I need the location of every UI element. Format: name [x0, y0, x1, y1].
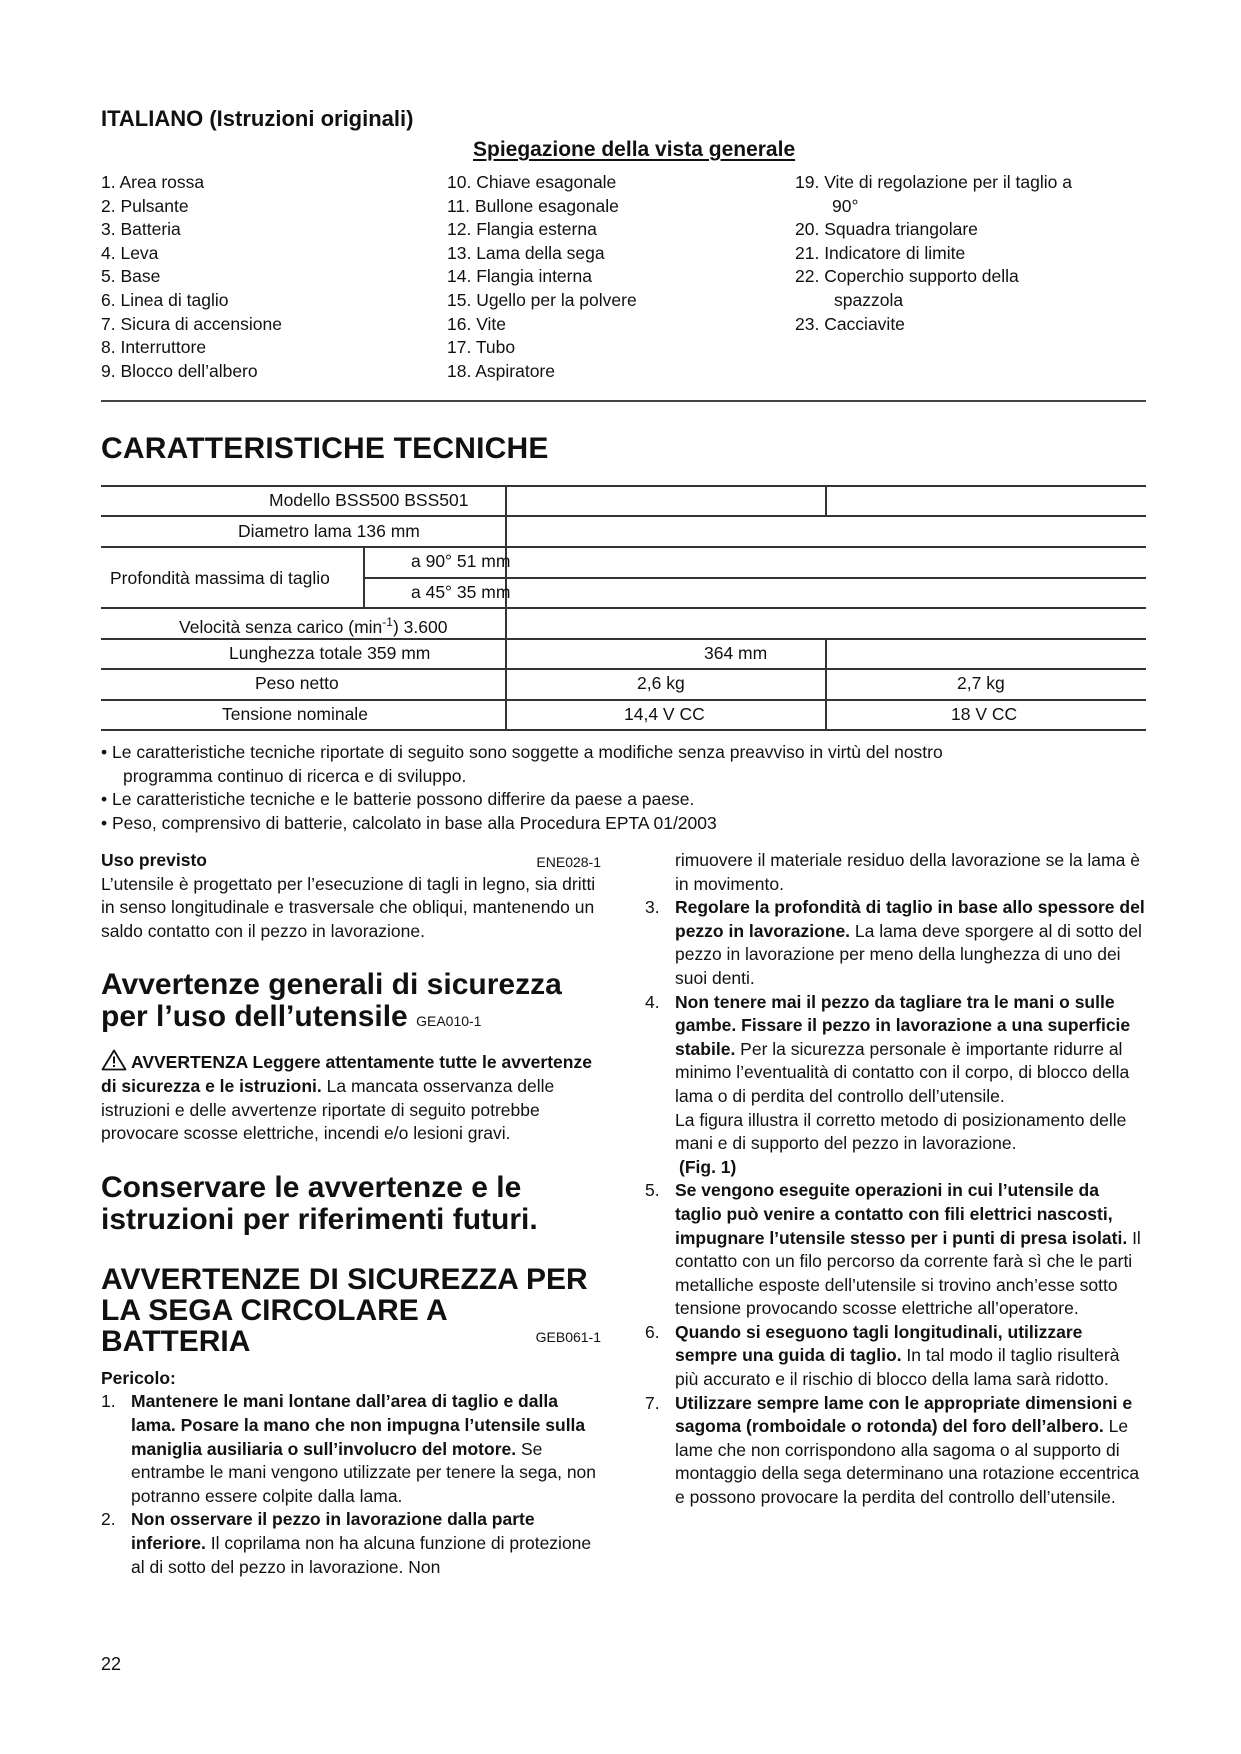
overview-item: 20. Squadra triangolare [795, 219, 978, 240]
spec-length-value: 364 mm [704, 643, 768, 663]
spec-length-label: Lunghezza totale 359 mm [229, 643, 431, 663]
spec-model: Modello BSS500 BSS501 [269, 490, 469, 510]
safety-item-4: 4. Non tenere mai il pezzo da tagliare tra le mani o sulle gambe. Fissare il pezzo in lavorazione a una superficie stabile. Per la sicurezza personale è importante ridurre al minimo l’eventualità di contatto con il corpo, di blocco della lama o di perdita del controllo dell’utensile. La figura illustra il corretto metodo di posizionamento delle mani e di supporto del pezzo in lavorazione. (Fig. 1) [645, 991, 1147, 1180]
spec-voltage-label: Tensione nominale [222, 704, 368, 724]
table-line [101, 729, 1146, 731]
table-line [101, 485, 1146, 487]
overview-item: 19. Vite di regolazione per il taglio a [795, 172, 1072, 192]
safety-item-2: 2. Non osservare il pezzo in lavorazione dalla parte inferiore. Il coprilama non ha alcuna funzione di protezione al di sotto del pezzo in lavorazione. Non [101, 1509, 592, 1577]
general-safety-title: Avvertenze generali di sicurezza per l’uso dell’utensile GEA010-1 [101, 968, 562, 1034]
overview-item: 8. Interruttore [101, 337, 207, 358]
table-line [101, 668, 1146, 670]
overview-item: 23. Cacciavite [795, 313, 905, 334]
spec-notes [101, 741, 943, 835]
safety-item-7: 7. Utilizzare sempre lame con le appropriate dimensioni e sagoma (romboidale o rotonda) del foro dell’albero. Le lame che non corrispondono alla sagoma o al supporto di montaggio della sega determinano una rotazione eccentrica e possono provocare la perdita del controllo dell’utensile. [645, 1392, 1140, 1508]
overview-item: 15. Ugello per la polvere [447, 289, 637, 310]
table-line [363, 546, 365, 607]
spec-depth-90: a 90° 51 mm [411, 551, 511, 571]
overview-item: 5. Base [101, 266, 161, 287]
overview-item: 14. Flangia interna [447, 266, 592, 287]
intended-use-text: L’utensile è progettato per l’esecuzione di tagli in legno, sia dritti in senso longitudinale e trasversale che obliqui, mantenendo un saldo contatto con il pezzo in lavorazione. [101, 873, 596, 941]
spec-depth-label: Profondità massima di taglio [110, 568, 330, 588]
overview-item: 1. Area rossa [101, 172, 205, 192]
page-number: 22 [101, 1654, 122, 1674]
overview-item: 11. Bullone esagonale [447, 195, 619, 216]
language-title: ITALIANO (Istruzioni originali) [101, 106, 414, 131]
note: • Le caratteristiche tecniche e le batterie possono differire da paese a paese. [101, 789, 695, 810]
table-line [101, 546, 1146, 548]
safety-item-3: 3. Regolare la profondità di taglio in base allo spessore del pezzo in lavorazione. La lama deve sporgere al di sotto del pezzo in lavorazione per meno della lunghezza di uno dei suoi denti. [645, 897, 1145, 988]
spec-voltage-a: 14,4 V CC [624, 704, 705, 724]
table-line [825, 638, 827, 729]
table-line [825, 485, 827, 515]
overview-item: 13. Lama della sega [447, 242, 605, 263]
overview-item: 10. Chiave esagonale [447, 172, 617, 192]
keep-instructions-title: Conservare le avvertenze e le istruzioni per riferimenti futuri. [101, 1170, 538, 1236]
spec-weight-a: 2,6 kg [637, 673, 685, 693]
safety-item-1: 1. Mantenere le mani lontane dall’area di taglio e dalla lama. Posare la mano che non impugna l’utensile sulla maniglia ausiliaria o sull’involucro del motore. Se entrambe le mani vengono utilizzate per tenere la sega, non potranno essere colpite dalla lama. [101, 1391, 597, 1506]
figure-reference: (Fig. 1) [679, 1156, 737, 1177]
intended-use-heading: Uso previsto ENE028-1 [101, 849, 603, 873]
overview-item-continuation: spazzola [834, 289, 904, 310]
table-line [101, 607, 1146, 609]
spec-weight-label: Peso netto [255, 673, 339, 693]
safety-item-6: 6. Quando si eseguono tagli longitudinali, utilizzare sempre una guida di taglio. In tal modo il taglio risulterà più accurato e il rischio di blocco della lama sarà ridotto. [645, 1321, 1120, 1390]
note: • Peso, comprensivo di batterie, calcolato in base alla Procedura EPTA 01/2003 [101, 812, 717, 833]
circular-saw-safety-title: AVVERTENZE DI SICUREZZA PER LA SEGA CIRCOLARE A BATTERIA GEB061-1 [101, 1262, 601, 1358]
warning-paragraph: AVVERTENZA Leggere attentamente tutte le avvertenze di sicurezza e le istruzioni. La mancata osservanza delle istruzioni e delle avvertenze riportate di seguito potrebbe provocare scosse elettriche, incendi e/o lesioni gravi. [101, 1049, 603, 1145]
right-column [645, 849, 1147, 1510]
overview-item: 3. Batteria [101, 219, 181, 240]
overview-item: 17. Tubo [447, 337, 516, 358]
specs-title: CARATTERISTICHE TECNICHE [101, 432, 549, 465]
note: • Le caratteristiche tecniche riportate di seguito sono soggette a modifiche senza preavviso in virtù del nostro [101, 742, 943, 762]
overview-title: Spiegazione della vista generale [473, 138, 796, 161]
doc-code: GEB061-1 [535, 1328, 601, 1345]
table-line [101, 515, 1146, 517]
spec-voltage-b: 18 V CC [951, 704, 1018, 724]
left-column [101, 849, 603, 1579]
table-line [101, 638, 1146, 640]
overview-item: 12. Flangia esterna [447, 219, 597, 240]
doc-code: ENE028-1 [536, 854, 601, 870]
danger-label: Pericolo: [101, 1367, 176, 1388]
overview-item: 6. Linea di taglio [101, 289, 229, 310]
figure-description: La figura illustra il corretto metodo di posizionamento delle mani e di supporto del pezzo in lavorazione. [675, 1109, 1127, 1154]
table-line [363, 577, 1146, 579]
overview-item: 18. Aspiratore [447, 360, 555, 381]
doc-code: GEA010-1 [416, 1013, 482, 1030]
safety-item-2-continuation: rimuovere il materiale residuo della lavorazione se la lama è in movimento. [675, 850, 1140, 894]
overview-item: 16. Vite [447, 313, 507, 334]
table-line [101, 699, 1146, 701]
spec-blade-diameter: Diametro lama 136 mm [238, 521, 420, 541]
note-continuation: programma continuo di ricerca e di sviluppo. [123, 765, 467, 786]
spec-depth-45: a 45° 35 mm [411, 582, 511, 602]
spec-weight-b: 2,7 kg [957, 673, 1005, 693]
overview-item: 7. Sicura di accensione [101, 313, 282, 334]
overview-item: 22. Coperchio supporto della [795, 266, 1019, 287]
overview-item: 21. Indicatore di limite [795, 242, 966, 263]
warning-triangle-icon [101, 1049, 127, 1071]
overview-item-continuation: 90° [832, 195, 859, 216]
table-line [505, 485, 507, 729]
overview-item: 4. Leva [101, 242, 159, 263]
spec-no-load-speed: Velocità senza carico $(\min^{-1})$ 3.600 [179, 615, 448, 637]
overview-item: 9. Blocco dell’albero [101, 360, 258, 381]
safety-item-5: 5. Se vengono eseguite operazioni in cui l’utensile da taglio può venire a contatto con fili elettrici nascosti, impugnare l’utensile stesso per i punti di presa isolati. Il contatto con un filo percorso da corrente farà sì che le parti metalliche esposte dell’utensile si trovino anch’esse sotto tensione provocando scosse elettriche all’operatore. [645, 1180, 1141, 1319]
overview-item: 2. Pulsante [101, 195, 189, 216]
